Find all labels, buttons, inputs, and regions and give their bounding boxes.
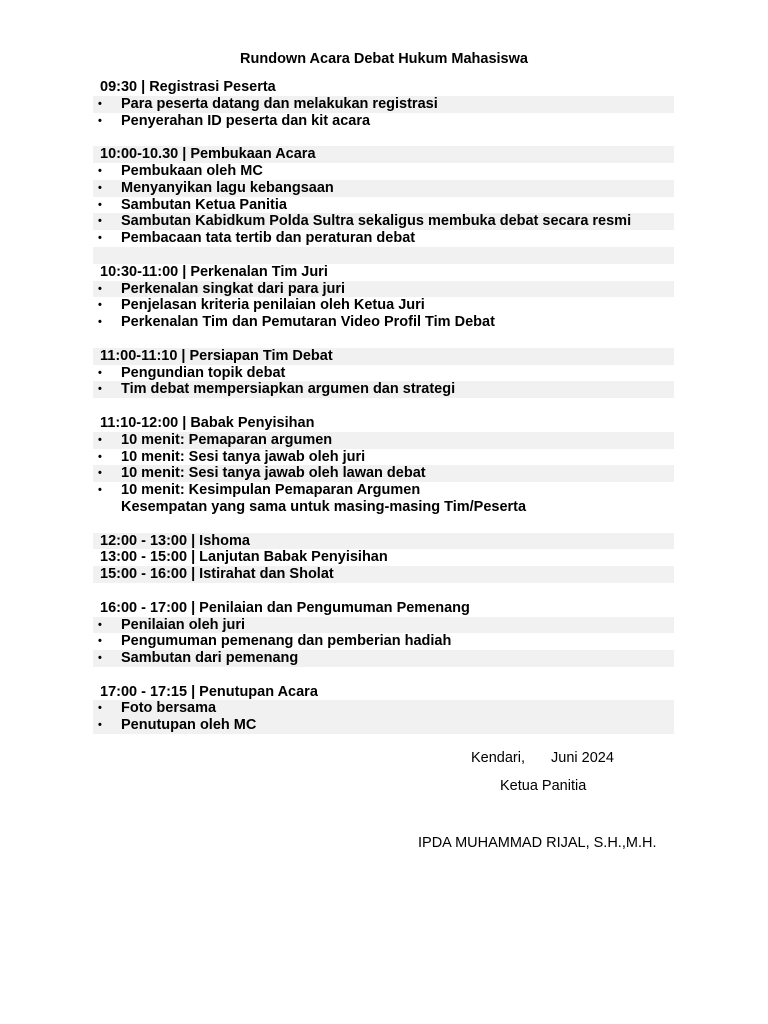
agenda-session-heading: 10:30-11:00 | Perkenalan Tim Juri (100, 263, 328, 280)
bullet-icon: • (98, 97, 102, 110)
bullet-icon: • (98, 433, 102, 446)
agenda-spacer (93, 583, 674, 600)
bullet-icon: • (98, 366, 102, 379)
bullet-icon: • (98, 198, 102, 211)
agenda-session-heading: 16:00 - 17:00 | Penilaian dan Pengumuman Pemenang (100, 599, 470, 616)
agenda-list-item (93, 717, 674, 734)
agenda-list-item (93, 163, 674, 180)
agenda-list-item (93, 381, 674, 398)
signature-place: Kendari, (471, 750, 526, 766)
agenda-list-item (93, 230, 674, 247)
agenda-item-text: 10 menit: Pemaparan argumen (121, 431, 333, 448)
bullet-icon: • (98, 467, 102, 480)
agenda-item-text: Menyanyikan lagu kebangsaan (121, 179, 334, 196)
agenda-session-heading: 10:00-10.30 | Pembukaan Acara (93, 146, 674, 163)
agenda-session-heading: 17:00 - 17:15 | Penutupan Acara (100, 683, 318, 700)
agenda-spacer (93, 516, 674, 533)
agenda-list-item (93, 365, 674, 382)
bullet-icon: • (98, 215, 102, 228)
agenda-list-item (93, 314, 674, 331)
bullet-icon: • (98, 232, 102, 245)
agenda-item-text: Penyerahan ID peserta dan kit acara (121, 112, 371, 129)
agenda-list-item (93, 281, 674, 298)
agenda-list-item (93, 197, 674, 214)
bullet-icon: • (98, 114, 102, 127)
agenda-item-text: Pengumuman pemenang dan pemberian hadiah (121, 633, 452, 650)
agenda-item-text: Penutupan oleh MC (121, 717, 257, 734)
agenda-item-text: Pengundian topik debat (121, 364, 286, 381)
agenda-item-text: Sambutan dari pemenang (121, 650, 299, 667)
agenda-session-heading: 12:00 - 13:00 | Ishoma (93, 533, 674, 550)
agenda-session-heading: 11:00-11:10 | Persiapan Tim Debat (93, 348, 674, 365)
agenda-list-item (93, 449, 674, 466)
agenda-item-text: 10 menit: Kesimpulan Pemaparan Argumen (121, 482, 421, 499)
bullet-icon: • (98, 316, 102, 329)
agenda-list-item (93, 213, 674, 230)
signature-name: IPDA MUHAMMAD RIJAL, S.H.,M.H. (418, 835, 657, 851)
agenda-session-heading: 11:10-12:00 | Babak Penyisihan (100, 414, 315, 431)
agenda-item-text: Penjelasan kriteria penilaian oleh Ketua Juri (121, 297, 425, 314)
bullet-icon: • (98, 450, 102, 463)
agenda-item-text: Penilaian oleh juri (121, 616, 246, 633)
bullet-icon: • (98, 181, 102, 194)
agenda-spacer (93, 398, 674, 415)
agenda-item-text: Perkenalan Tim dan Pemutaran Video Profil Tim Debat (121, 314, 495, 331)
agenda-item-text: Foto bersama (121, 700, 217, 717)
bullet-icon: • (98, 702, 102, 715)
agenda-item-text: Para peserta datang dan melakukan registrasi (121, 95, 438, 112)
agenda-item-continuation: Kesempatan yang sama untuk masing-masing Tim/Peserta (121, 498, 527, 515)
agenda-list (93, 79, 674, 734)
agenda-item-text: Tim debat mempersiapkan argumen dan strategi (121, 381, 456, 398)
agenda-list-item (93, 113, 674, 130)
bullet-icon: • (98, 652, 102, 665)
agenda-item-text: Sambutan Kabidkum Polda Sultra sekaligus membuka debat secara resmi (121, 213, 632, 230)
agenda-session-heading: 13:00 - 15:00 | Lanjutan Babak Penyisihan (100, 549, 388, 566)
bullet-icon: • (98, 719, 102, 732)
bullet-icon: • (98, 635, 102, 648)
agenda-list-item (93, 465, 674, 482)
bullet-icon: • (98, 484, 102, 497)
agenda-list-item (93, 617, 674, 634)
agenda-list-item (93, 180, 674, 197)
signature-date: Juni 2024 (551, 750, 614, 766)
agenda-list-item (93, 96, 674, 113)
agenda-spacer (93, 667, 674, 684)
agenda-item-text: Sambutan Ketua Panitia (121, 196, 287, 213)
agenda-list-item (93, 700, 674, 717)
signature-date-line (471, 750, 614, 766)
document-title: Rundown Acara Debat Hukum Mahasiswa (240, 51, 528, 67)
bullet-icon: • (98, 618, 102, 631)
bullet-icon: • (98, 282, 102, 295)
agenda-item-text: Pembukaan oleh MC (121, 162, 263, 179)
agenda-item-text: Pembacaan tata tertib dan peraturan debat (121, 230, 416, 247)
agenda-item-text: 10 menit: Sesi tanya jawab oleh juri (121, 448, 366, 465)
bullet-icon: • (98, 164, 102, 177)
agenda-session-heading: 09:30 | Registrasi Peserta (100, 79, 276, 95)
signature-role: Ketua Panitia (500, 778, 587, 794)
agenda-item-text: Perkenalan singkat dari para juri (121, 280, 346, 297)
agenda-list-item (93, 650, 674, 667)
bullet-icon: • (98, 383, 102, 396)
agenda-list-item (93, 297, 674, 314)
agenda-spacer (93, 247, 674, 264)
bullet-icon: • (98, 299, 102, 312)
agenda-session-heading: 15:00 - 16:00 | Istirahat dan Sholat (93, 566, 674, 583)
agenda-spacer (93, 129, 674, 146)
agenda-list-item (93, 432, 674, 449)
agenda-spacer (93, 331, 674, 348)
agenda-list-item (93, 482, 674, 499)
agenda-list-item (93, 633, 674, 650)
agenda-item-text: 10 menit: Sesi tanya jawab oleh lawan debat (121, 465, 426, 482)
